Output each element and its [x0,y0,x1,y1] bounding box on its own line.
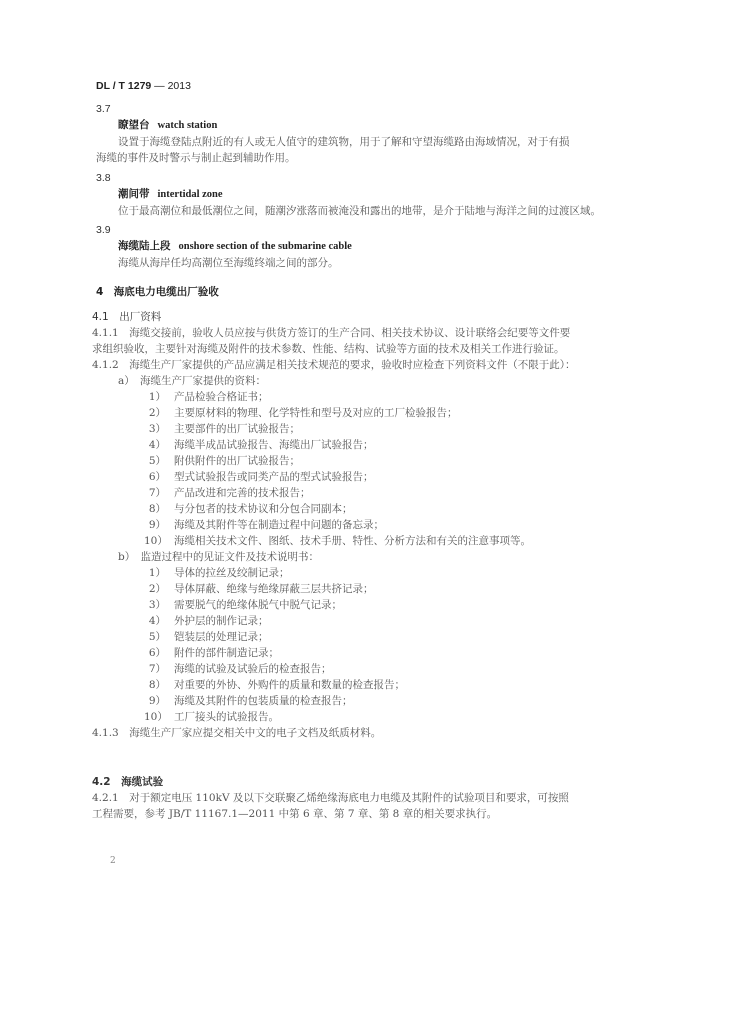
list-b-label: b） 监造过程中的见证文件及技术说明书： [118,551,319,563]
list-item-text: 与分包者的技术协议和分包合同副本； [174,503,353,515]
list-item-text: 外护层的制作记录； [174,615,269,627]
list-item-number: 8） [148,503,166,515]
subsection-title: 4.2 海缆试验 [92,776,164,788]
section-4-2 [92,774,640,822]
list-item-number: 3） [148,599,166,611]
list-item-text: 需要脱气的绝缘体脱气中脱气记录； [174,599,342,611]
list-item-number: 5） [148,631,166,643]
section-4 [96,284,636,300]
term-chinese: 海缆陆上段 [118,240,171,252]
clause-3-9 [96,222,636,271]
term-definition: 位于最高潮位和最低潮位之间，随潮汐涨落而被淹没和露出的地带，是介于陆地与海洋之间的过渡区域。 [118,205,601,217]
term-english: watch station [157,120,218,131]
list-item [92,501,640,517]
list-item-text: 型式试验报告或同类产品的型式试验报告； [174,471,374,483]
list-item-number: 4） [148,615,166,627]
list-item-number: 4） [148,439,166,451]
list-item-text: 海缆的试验及试验后的检查报告； [174,663,332,675]
list-item-number: 7） [148,487,166,499]
term-english: onshore section of the submarine cable [178,241,352,252]
subsection-title: 4.1 出厂资料 [92,311,162,323]
list-item [92,485,640,501]
clause-4-1-3: 4.1.3 海缆生产厂家应提交相关中文的电子文档及纸质材料。 [92,727,382,739]
clause-4-1-1: 4.1.1 海缆交接前，验收人员应按与供货方签订的生产合同、相关技术协议、设计联络会纪要等文件要 [92,327,571,339]
list-item-number: 8） [148,679,166,691]
list-item-number: 6） [148,471,166,483]
list-item-text: 产品检验合格证书； [174,391,269,403]
list-item-text: 产品改进和完善的技术报告； [174,487,311,499]
list-item-text: 工厂接头的试验报告。 [174,711,279,723]
list-item-number: 7） [148,663,166,675]
list-item [92,613,640,629]
list-item-number: 3） [148,423,166,435]
list-a-label: a） 海缆生产厂家提供的资料： [118,375,267,387]
term-title [96,186,636,203]
list-item [92,677,640,693]
list-item-text: 附供附件的出厂试验报告； [174,455,300,467]
list-item-number: 9） [148,695,166,707]
list-item-text: 主要原材料的物理、化学特性和型号及对应的工厂检验报告； [174,407,458,419]
list-item [92,597,640,613]
list-item [92,469,640,485]
list-item [92,405,640,421]
standard-year: — 2013 [154,80,191,92]
list-item [92,437,640,453]
term-chinese: 瞭望台 [118,119,150,131]
list-item-text: 海缆相关技术文件、图纸、技术手册、特性、分析方法和有关的注意事项等。 [174,535,531,547]
section-4-1 [92,309,640,741]
clause-number: 3.8 [96,172,111,184]
list-item-text: 铠装层的处理记录； [174,631,269,643]
list-item [92,421,640,437]
list-item [92,389,640,405]
list-item-number: 10） [144,535,168,547]
list-item-text: 海缆及其附件等在制造过程中问题的备忘录； [174,519,384,531]
clause-3-8 [96,170,636,219]
clause-3-7 [96,101,636,166]
term-title [96,238,636,255]
clause-4-1-1-cont: 求组织验收，主要针对海缆及附件的技术参数、性能、结构、试验等方面的技术及相关工作进行验证。 [92,343,565,355]
clause-4-2-1: 4.2.1 对于额定电压 110kV 及以下交联聚乙烯绝缘海底电力电缆及其附件的试验项目和要求，可按照 [92,792,569,804]
list-item-number: 2） [148,407,166,419]
page-number: 2 [110,856,116,866]
list-item [92,453,640,469]
list-item-text: 海缆及其附件的包装质量的检查报告； [174,695,353,707]
list-item-number: 9） [148,519,166,531]
list-item [92,661,640,677]
term-english: intertidal zone [157,189,223,200]
list-b [92,565,640,725]
list-item [92,581,640,597]
list-item [92,645,640,661]
list-item-number: 2） [148,583,166,595]
clause-4-2-1-cont: 工程需要，参考 JB/T 11167.1—2011 中第 6 章、第 7 章、第 8 章的相关要求执行。 [92,808,498,820]
term-definition: 设置于海缆登陆点附近的有人或无人值守的建筑物，用于了解和守望海缆路由海域情况，对于有损 [118,136,570,148]
list-item [92,533,640,549]
term-chinese: 潮间带 [118,188,150,200]
list-item-text: 导体的拉丝及绞制记录； [174,567,290,579]
list-item-number: 5） [148,455,166,467]
list-item-number: 10） [144,711,168,723]
list-item-text: 对重要的外协、外购件的质量和数量的检查报告； [174,679,405,691]
section-title: 4 海底电力电缆出厂验收 [96,286,219,298]
list-item [92,517,640,533]
clause-number: 3.9 [96,224,111,236]
list-item-text: 海缆半成品试验报告、海缆出厂试验报告； [174,439,374,451]
list-item [92,709,640,725]
list-item-number: 6） [148,647,166,659]
list-item-number: 1） [148,567,166,579]
list-item-text: 导体屏蔽、绝缘与绝缘屏蔽三层共挤记录； [174,583,374,595]
list-item-text: 附件的部件制造记录； [174,647,279,659]
list-item [92,629,640,645]
list-item-number: 1） [148,391,166,403]
list-item [92,693,640,709]
list-item-text: 主要部件的出厂试验报告； [174,423,300,435]
clause-number: 3.7 [96,103,111,115]
standard-code: DL / T 1279 [96,80,152,92]
term-title [96,117,636,134]
document-header [96,80,191,92]
list-a [92,389,640,549]
term-definition: 海缆从海岸任均高潮位至海缆终端之间的部分。 [118,257,339,269]
clause-4-1-2: 4.1.2 海缆生产厂家提供的产品应满足相关技术规范的要求，验收时应检查下列资料文件（不限于此）： [92,359,576,371]
list-item [92,565,640,581]
term-definition-cont: 海缆的事件及时警示与制止起到辅助作用。 [96,152,296,164]
